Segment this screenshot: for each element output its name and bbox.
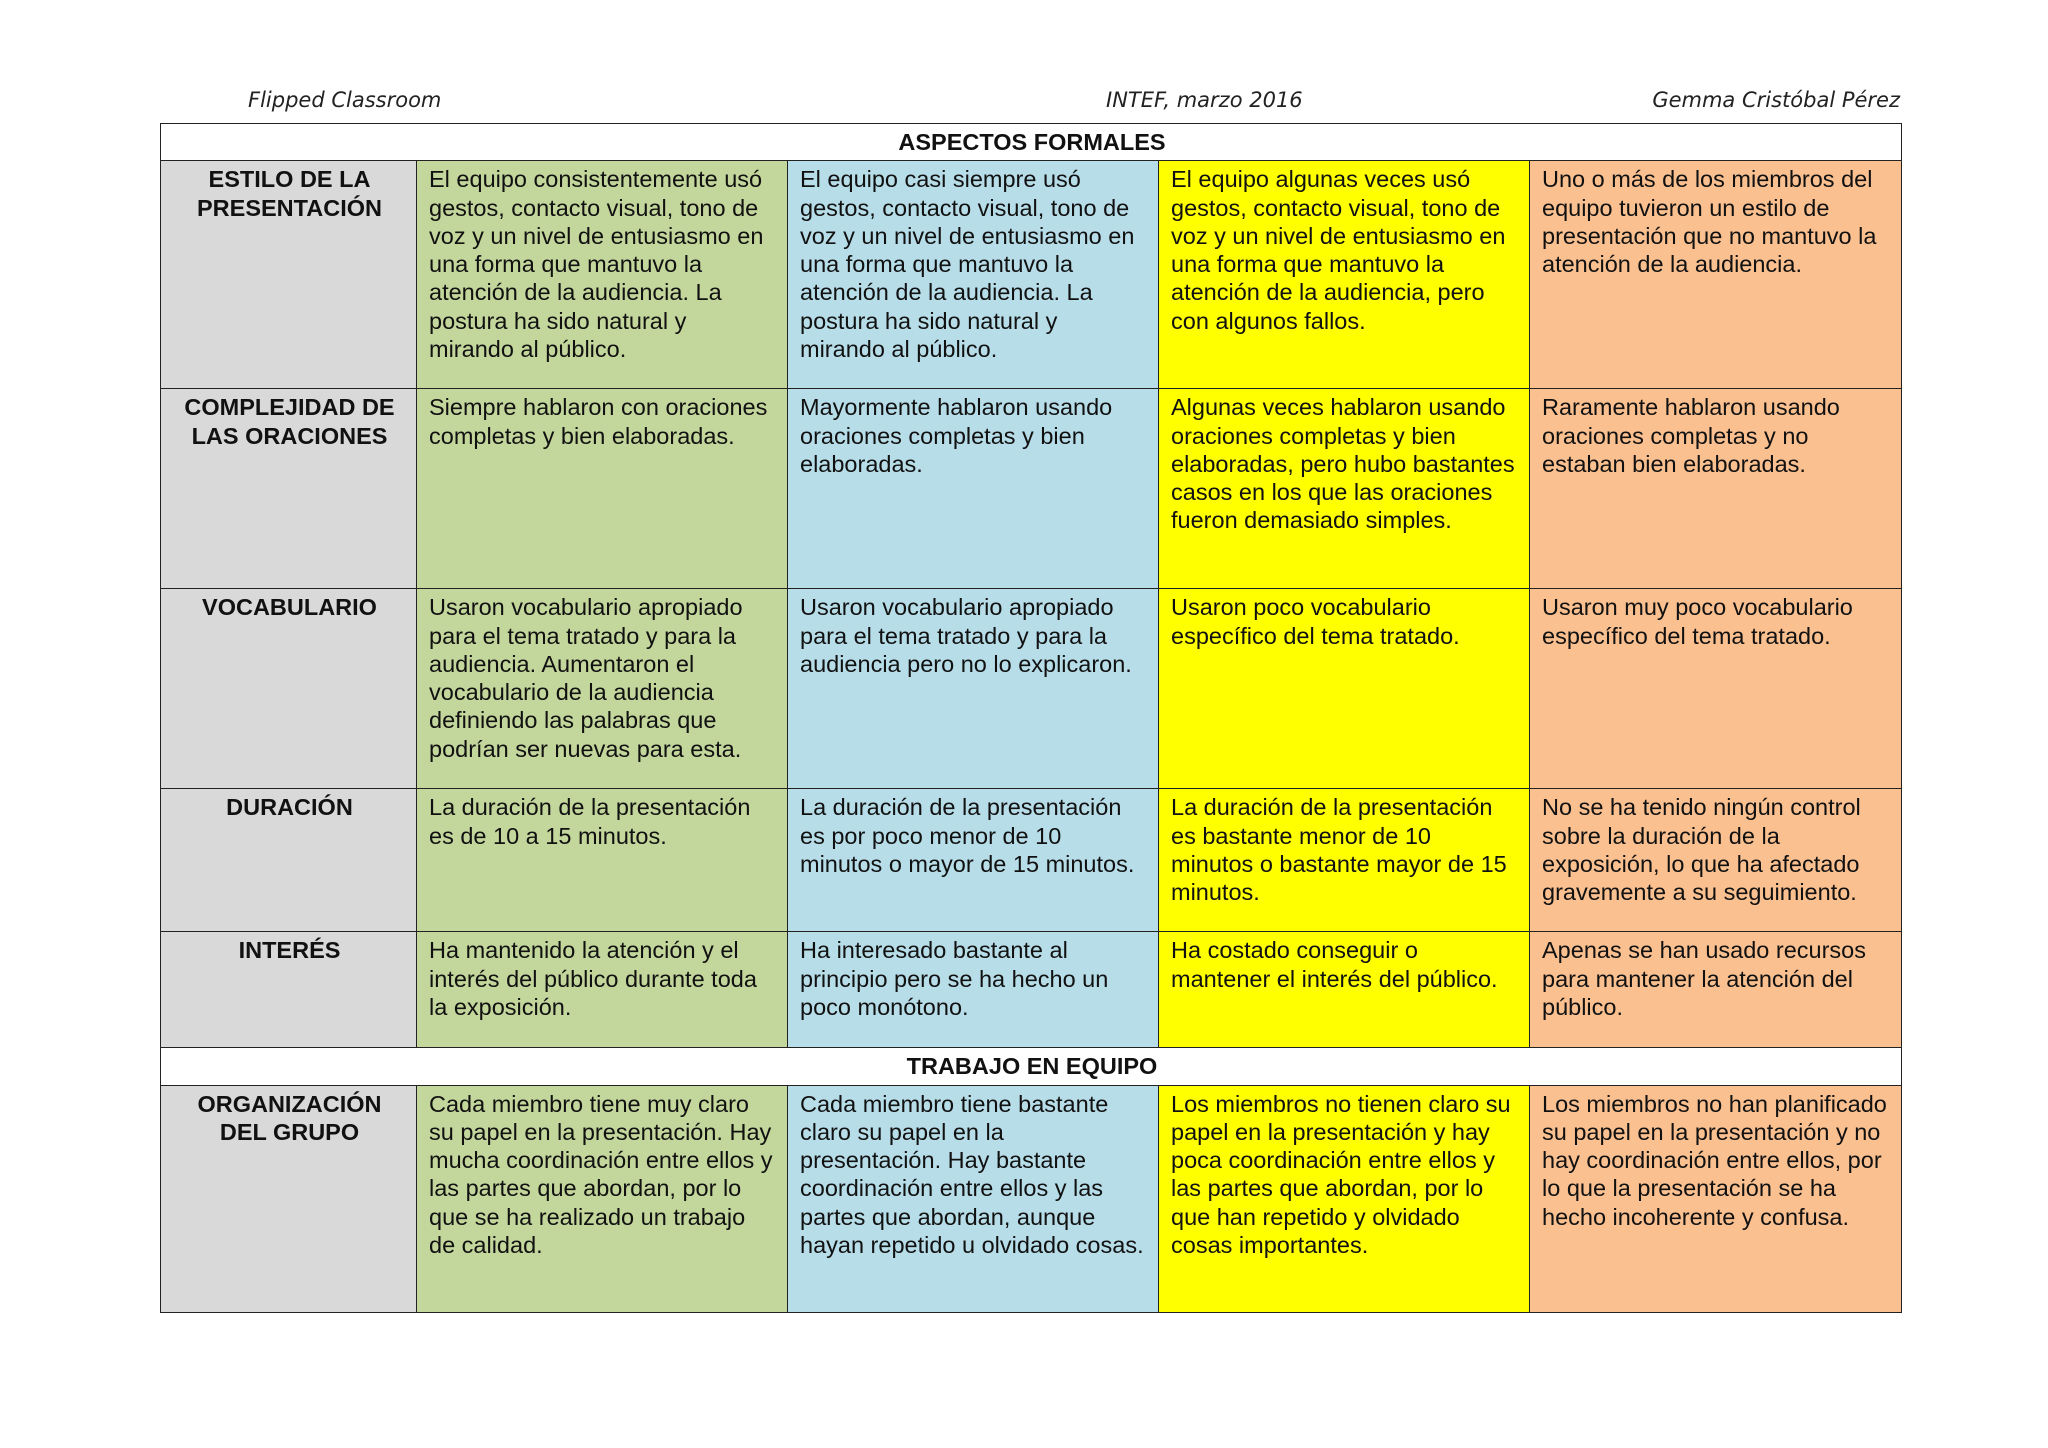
level-1-cell: Usaron vocabulario apropiado para el tema tratado y para la audiencia. Aumentaron el vocabulario de la audiencia definiendo las palabras que podrían ser nuevas para esta. [417, 589, 788, 789]
section-header-row [161, 124, 1902, 161]
level-4-cell: Usaron muy poco vocabulario específico del tema tratado. [1530, 589, 1902, 789]
level-2-cell: El equipo casi siempre usó gestos, contacto visual, tono de voz y un nivel de entusiasmo en una forma que mantuvo la atención de la audiencia. La postura ha sido natural y mirando al público. [788, 161, 1159, 389]
level-1-cell: Cada miembro tiene muy claro su papel en la presentación. Hay mucha coordinación entre ellos y las partes que abordan, por lo que se ha realizado un trabajo de calidad. [417, 1085, 788, 1312]
level-1-cell: Siempre hablaron con oraciones completas y bien elaboradas. [417, 389, 788, 589]
level-4-cell: Raramente hablaron usando oraciones completas y no estaban bien elaboradas. [1530, 389, 1902, 589]
level-2-cell: Usaron vocabulario apropiado para el tema tratado y para la audiencia pero no lo explicaron. [788, 589, 1159, 789]
criterion-cell: INTERÉS [161, 932, 417, 1048]
level-4-cell: Uno o más de los miembros del equipo tuvieron un estilo de presentación que no mantuvo la atención de la audiencia. [1530, 161, 1902, 389]
level-3-cell: La duración de la presentación es bastante menor de 10 minutos o bastante mayor de 15 minutos. [1159, 789, 1530, 932]
page-header [160, 88, 1900, 118]
rubric-row-organizacion [161, 1085, 1902, 1312]
header-course-title: Flipped Classroom [248, 88, 442, 112]
rubric-row-complejidad [161, 389, 1902, 589]
level-1-cell: Ha mantenido la atención y el interés del público durante toda la exposición. [417, 932, 788, 1048]
level-1-cell: La duración de la presentación es de 10 a 15 minutos. [417, 789, 788, 932]
level-4-cell: No se ha tenido ningún control sobre la duración de la exposición, lo que ha afectado gravemente a su seguimiento. [1530, 789, 1902, 932]
level-1-cell: El equipo consistentemente usó gestos, contacto visual, tono de voz y un nivel de entusiasmo en una forma que mantuvo la atención de la audiencia. La postura ha sido natural y mirando al público. [417, 161, 788, 389]
rubric-row-duracion [161, 789, 1902, 932]
rubric-row-estilo [161, 161, 1902, 389]
section-header-row [161, 1048, 1902, 1085]
level-4-cell: Los miembros no han planificado su papel en la presentación y no hay coordinación entre ellos, por lo que la presentación se ha hecho incoherente y confusa. [1530, 1085, 1902, 1312]
header-author: Gemma Cristóbal Pérez [1652, 88, 1900, 112]
criterion-cell: ORGANIZACIÓN DEL GRUPO [161, 1085, 417, 1312]
criterion-cell: ESTILO DE LA PRESENTACIÓN [161, 161, 417, 389]
level-3-cell: Usaron poco vocabulario específico del tema tratado. [1159, 589, 1530, 789]
level-2-cell: La duración de la presentación es por poco menor de 10 minutos o mayor de 15 minutos. [788, 789, 1159, 932]
rubric-table [160, 123, 1902, 1313]
level-2-cell: Mayormente hablaron usando oraciones completas y bien elaboradas. [788, 389, 1159, 589]
rubric-row-interes [161, 932, 1902, 1048]
criterion-cell: COMPLEJIDAD DE LAS ORACIONES [161, 389, 417, 589]
level-4-cell: Apenas se han usado recursos para mantener la atención del público. [1530, 932, 1902, 1048]
level-2-cell: Cada miembro tiene bastante claro su papel en la presentación. Hay bastante coordinación entre ellos y las partes que abordan, aunque hayan repetido u olvidado cosas. [788, 1085, 1159, 1312]
section-title: ASPECTOS FORMALES [161, 124, 1902, 161]
level-2-cell: Ha interesado bastante al principio pero se ha hecho un poco monótono. [788, 932, 1159, 1048]
criterion-cell: VOCABULARIO [161, 589, 417, 789]
level-3-cell: Ha costado conseguir o mantener el interés del público. [1159, 932, 1530, 1048]
rubric-row-vocabulario [161, 589, 1902, 789]
section-title: TRABAJO EN EQUIPO [161, 1048, 1902, 1085]
level-3-cell: Algunas veces hablaron usando oraciones completas y bien elaboradas, pero hubo bastantes casos en los que las oraciones fueron demasiado simples. [1159, 389, 1530, 589]
level-3-cell: Los miembros no tienen claro su papel en la presentación y hay poca coordinación entre ellos y las partes que abordan, por lo que han repetido y olvidado cosas importantes. [1159, 1085, 1530, 1312]
header-date: INTEF, marzo 2016 [1106, 88, 1303, 112]
level-3-cell: El equipo algunas veces usó gestos, contacto visual, tono de voz y un nivel de entusiasmo en una forma que mantuvo la atención de la audiencia, pero con algunos fallos. [1159, 161, 1530, 389]
criterion-cell: DURACIÓN [161, 789, 417, 932]
